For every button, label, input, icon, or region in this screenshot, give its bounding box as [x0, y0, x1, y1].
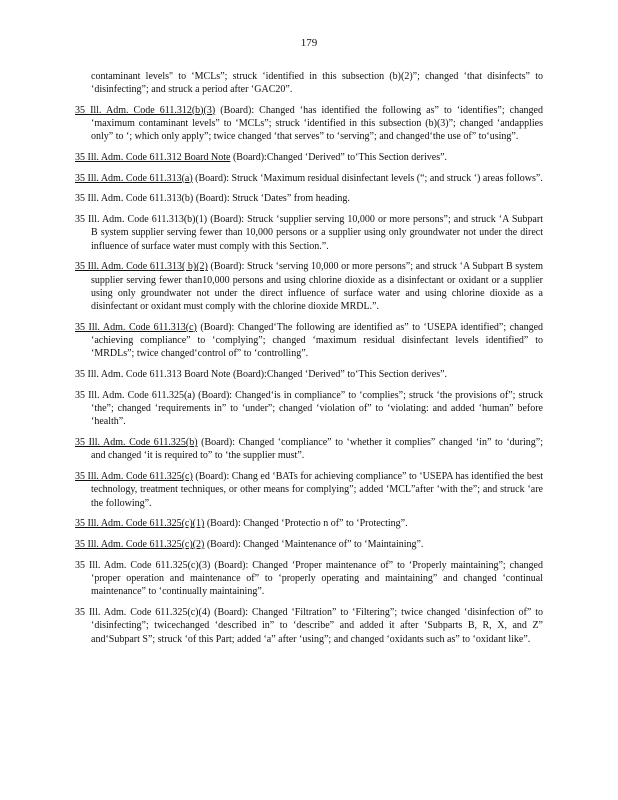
- code-citation: 35 Ill. Adm. Code 611.313( b)(2): [75, 261, 208, 273]
- amendment-list: [75, 104, 543, 646]
- continuation-paragraph: contaminant levels" to ‘MCLs”; struck ‘identified in this subsection (b)(2)”; changed ‘that disinfects” to ‘disinfecting”; and struck a period after ‘GAC20”.: [91, 71, 543, 96]
- amendment-entry: [75, 389, 543, 429]
- code-citation: 35 Ill. Adm. Code 611.313(b)(1): [75, 213, 208, 225]
- code-citation: 35 Ill. Adm. Code 611.313(c): [75, 321, 197, 333]
- amendment-text: (Board): Changed ‘Proper maintenance of” to ‘Properly maintaining”; changed ‘proper operation and maintenance of” to ‘properly operating and maintaining” and changed ‘continual maintenance” to ‘continually maintaining”.: [91, 559, 543, 598]
- amendment-text: (Board): Changed ‘Protectio n of” to ‘Protecting”.: [204, 518, 408, 530]
- amendment-text: (Board): Changed ‘has identified the following as” to ‘identifies”; changed ‘maximum contaminant levels” to ‘MCLs”; struck ‘identified in this subsection (b)(3)”; changed ‘andapplies only” to ‘; which only apply”; twice changed ‘that serves” to ‘serving”; and changed‘the use of” to‘using”.: [91, 104, 543, 143]
- amendment-text: (Board): Changed‘is in compliance” to ‘complies”; struck ‘the provisions of”; struck ‘the”; changed ‘requirements in” to ‘under”; changed ‘violation of” to ‘violating: and added ‘human” before ‘health”.: [91, 389, 543, 428]
- amendment-text: (Board): Struck ‘Dates” from heading.: [193, 193, 350, 205]
- code-citation: 35 Ill. Adm. Code 611.312(b)(3): [75, 104, 216, 116]
- amendment-text: (Board):Changed ‘Derived” to‘This Section derives”.: [230, 151, 448, 163]
- amendment-entry: [75, 517, 543, 530]
- code-citation: 35 Ill. Adm. Code 611.325(c)(4): [75, 606, 211, 618]
- amendment-entry: [75, 538, 543, 551]
- amendment-entry: [75, 192, 543, 205]
- code-citation: 35 Ill. Adm. Code 611.313(b): [75, 193, 194, 205]
- amendment-text: (Board): Struck ‘serving 10,000 or more persons”; and struck ‘A Subpart B system supplier serving fewer than10,000 persons and using chlorine dioxide as a disinfectant or oxidant or a supplier using only groundwater not under the direct influence of surface water and using chlorine dioxide as a disinfectant or oxidant must comply with the chlorine dioxide MRDL.”.: [91, 261, 543, 313]
- amendment-entry: [75, 436, 543, 463]
- amendment-text: (Board): Changed ‘Filtration” to ‘Filtering”; twice changed ‘disinfection of” to ‘disinfecting”; twicechanged ‘described in” to ‘describe” and added it after ‘Subparts B, R, X, and Z” and‘Subpart S”; struck ‘of this Part; added ‘a” after ‘using”; and changed ‘oxidants such as” to ‘oxidant like”.: [91, 606, 543, 645]
- amendment-text: (Board): Changed‘The following are identified as” to ‘USEPA identified”; changed ‘achieving compliance” to ‘complying”; changed ‘maximum residual disinfectant levels identified” to ‘MRDLs”; twice changed‘control of” to ‘controlling”.: [91, 321, 544, 360]
- code-citation: 35 Ill. Adm. Code 611.325(c)(3): [75, 559, 211, 571]
- amendment-entry: [75, 213, 543, 253]
- amendment-entry: [75, 606, 543, 646]
- amendment-text: (Board): Chang ed ‘BATs for achieving compliance” to ‘USEPA has identified the best technology, treatment techniques, or other means for complying”; added ‘MCL”after ‘with the”; and struck ‘are the following”.: [91, 471, 544, 509]
- amendment-text: (Board): Changed ‘Maintenance of” to ‘Maintaining”.: [204, 539, 424, 550]
- code-citation: 35 Ill. Adm. Code 611.325(b): [75, 437, 198, 449]
- amendment-text: (Board): Changed ‘compliance” to ‘whether it complies” changed ‘in” to ‘during”; and changed ‘it is required to” to ‘the supplier must”.: [91, 437, 543, 462]
- amendment-entry: [75, 260, 543, 313]
- amendment-entry: [75, 321, 543, 361]
- amendment-entry: [75, 368, 543, 381]
- code-citation: 35 Ill. Adm. Code 611.312 Board Note: [75, 151, 231, 163]
- amendment-entry: [75, 470, 543, 510]
- amendment-entry: [75, 172, 543, 185]
- amendment-entry: [75, 151, 543, 164]
- code-citation: 35 Ill. Adm. Code 611.325(a): [75, 389, 196, 401]
- amendment-entry: [75, 559, 543, 599]
- code-citation: 35 Ill. Adm. Code 611.325(c)(1): [75, 518, 205, 530]
- amendment-text: (Board): Struck ‘supplier serving 10,000 or more persons”; and struck ‘A Subpart B system supplier serving fewer than 10,000 persons or a supplier using only groundwater not under the direct influence of surface water must comply with this Section.”.: [91, 213, 543, 252]
- amendment-text: (Board):Changed ‘Derived” to‘This Section derives”.: [230, 369, 448, 381]
- code-citation: 35 Ill. Adm. Code 611.325(c)(2): [75, 539, 205, 550]
- page-number: 179: [300, 37, 318, 49]
- code-citation: 35 Ill. Adm. Code 611.325(c): [75, 471, 193, 483]
- amendment-text: (Board): Struck ‘Maximum residual disinfectant levels (“; and struck ‘) areas follows”.: [192, 172, 543, 184]
- code-citation: 35 Ill. Adm. Code 611.313 Board Note: [75, 369, 231, 381]
- document-body: [75, 70, 543, 653]
- amendment-entry: [75, 104, 543, 144]
- code-citation: 35 Ill. Adm. Code 611.313(a): [75, 172, 193, 184]
